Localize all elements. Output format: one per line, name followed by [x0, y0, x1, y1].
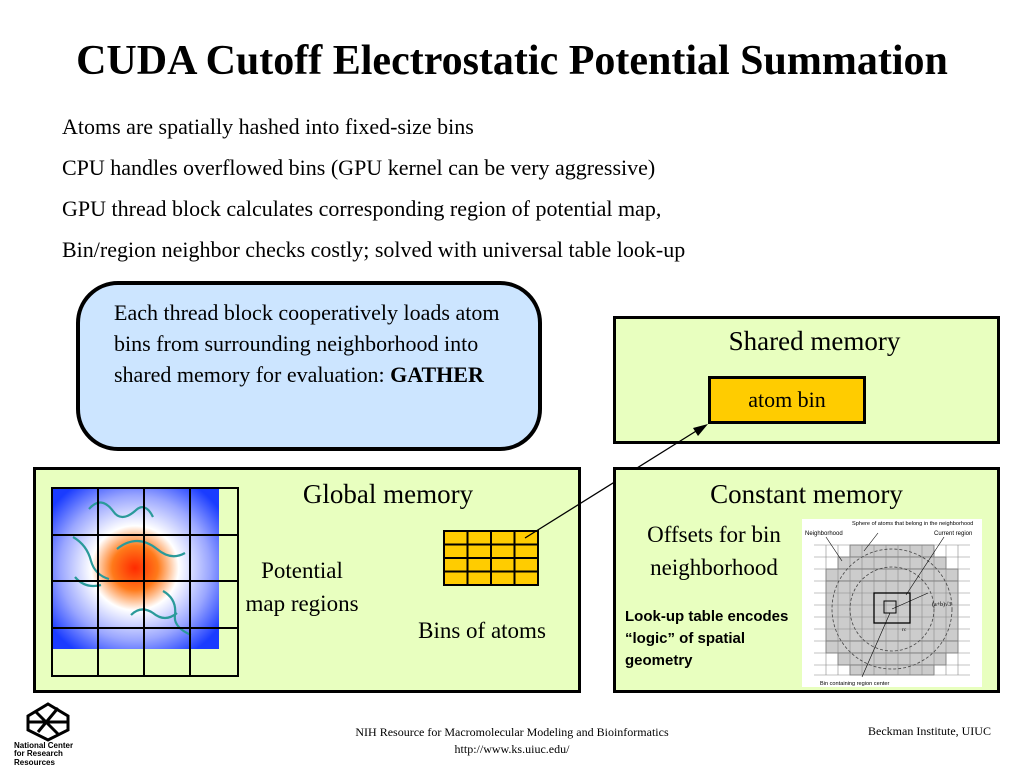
global-memory-title: Global memory — [302, 479, 474, 509]
formula-text: (a+b)√3 — [932, 602, 952, 608]
offsets-label: Offsets for bin neighborhood — [647, 522, 781, 580]
neighborhood-figure — [802, 519, 982, 687]
bins-of-atoms-label: Bins of atoms — [418, 618, 546, 643]
sphere-text: Sphere of atoms that belong in the neighborhood — [852, 521, 974, 527]
bullet-4: Bin/region neighbor checks costly; solved with universal table look-up — [62, 237, 686, 262]
slide-title: CUDA Cutoff Electrostatic Potential Summation — [76, 38, 948, 84]
footer-institute: Beckman Institute, UIUC — [868, 724, 991, 738]
neighborhood-bins — [826, 545, 958, 675]
potential-map-label: Potential map regions — [245, 558, 359, 616]
shared-memory-title: Shared memory — [728, 326, 901, 356]
bin-center-text: Bin containing region center — [820, 681, 890, 687]
current-region-text: Current region — [934, 531, 973, 537]
logo-caption: National Center for Research Resources — [14, 741, 74, 767]
bullet-2: CPU handles overflowed bins (GPU kernel can be very aggressive) — [62, 155, 656, 180]
lookup-table-label: Look-up table encodes “logic” of spatial geometry — [625, 608, 789, 670]
callout-body: Each thread block cooperatively loads atom bins from surrounding neighborhood into shared memory for evaluation: — [114, 300, 500, 387]
neighborhood-text: Neighborhood — [805, 531, 843, 537]
callout-emphasis: GATHER — [390, 361, 484, 387]
bullet-1: Atoms are spatially hashed into fixed-size bins — [62, 114, 474, 139]
footer-resource: NIH Resource for Macromolecular Modeling and Bioinformatics — [355, 725, 669, 739]
footer-url: http://www.ks.uiuc.edu/ — [454, 742, 570, 757]
rc-text: rc — [902, 627, 907, 633]
bullet-3: GPU thread block calculates corresponding region of potential map, — [62, 196, 662, 221]
atom-bin-box: atom bin — [708, 376, 866, 424]
constant-memory-title: Constant memory — [710, 479, 903, 509]
